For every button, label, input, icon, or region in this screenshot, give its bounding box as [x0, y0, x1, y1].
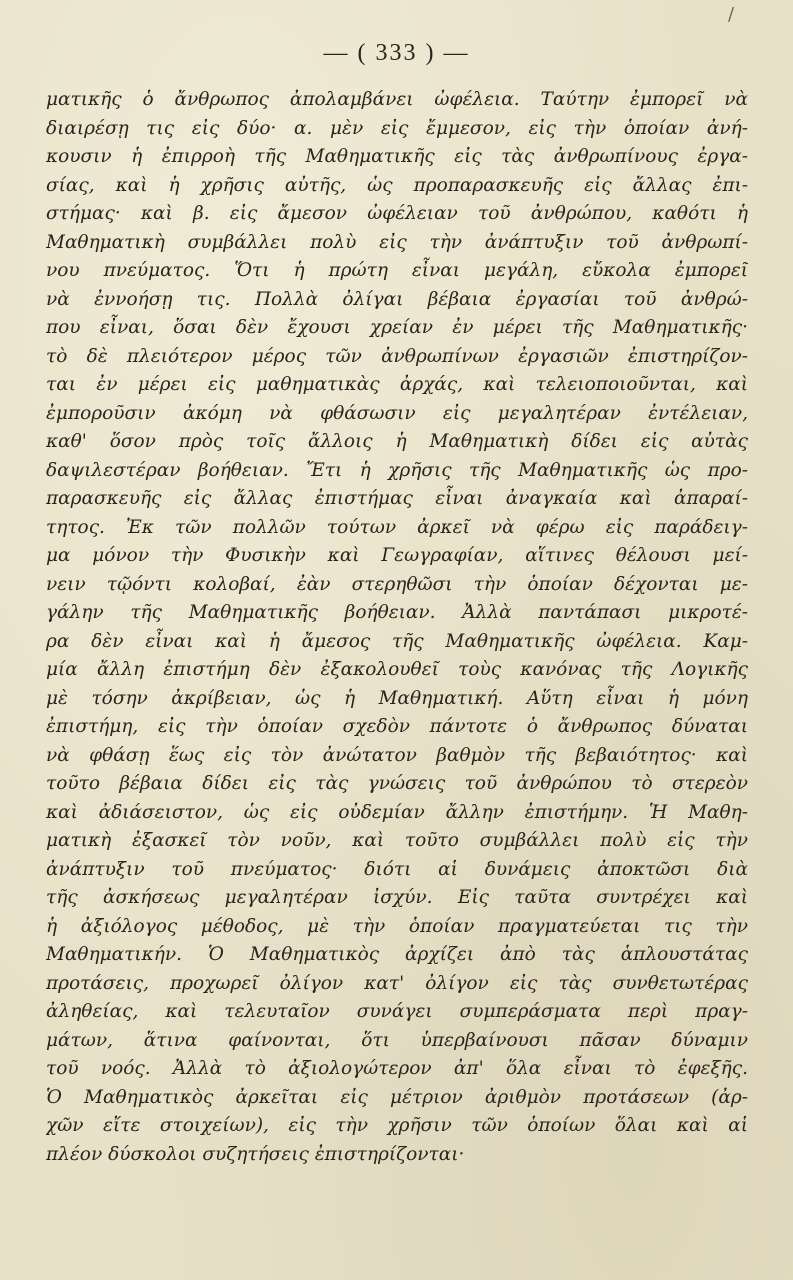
- text-line: τῆς ἀσκήσεως μεγαλητέραν ἰσχύν. Εἰς ταῦτα συντρέχει καὶ: [46, 887, 748, 908]
- text-line: τητος. Ἐκ τῶν πολλῶν τούτων ἀρκεῖ νὰ φέρω εἰς παράδειγ-: [46, 516, 748, 538]
- text-line: ται ἐν μέρει εἰς μαθηματικὰς ἀρχάς, καὶ τελειοποιοῦνται, καὶ: [46, 374, 748, 395]
- text-line: στήμας· καὶ β. εἰς ἄμεσον ὠφέλειαν τοῦ ἀνθρώπου, καθότι ἡ: [46, 203, 748, 224]
- text-line: δαψιλεστέραν βοήθειαν. Ἔτι ἡ χρῆσις τῆς Μαθηματικῆς ὡς προ-: [46, 459, 748, 481]
- text-line: σίας, καὶ ἡ χρῆσις αὐτῆς, ὡς προπαρασκευῆς εἰς ἄλλας ἐπι-: [46, 174, 748, 196]
- text-line: ματικὴ ἐξασκεῖ τὸν νοῦν, καὶ τοῦτο συμβάλλει πολὺ εἰς τὴν: [46, 830, 748, 851]
- text-line: Μαθηματικήν. Ὁ Μαθηματικὸς ἀρχίζει ἀπὸ τὰς ἁπλουστάτας: [46, 944, 748, 965]
- page-number: — ( 333 ) —: [323, 40, 470, 66]
- text-line: προτάσεις, προχωρεῖ ὀλίγον κατ' ὀλίγον εἰς τὰς συνθετωτέρας: [46, 972, 748, 994]
- text-line: νὰ φθάσῃ ἕως εἰς τὸν ἀνώτατον βαθμὸν τῆς βεβαιότητος· καὶ: [46, 744, 748, 766]
- text-line: μάτων, ἅτινα φαίνονται, ὅτι ὑπερβαίνουσι πᾶσαν δύναμιν: [46, 1029, 748, 1051]
- text-line: καὶ ἀδιάσειστον, ὡς εἰς οὐδεμίαν ἄλλην ἐπιστήμην. Ἡ Μαθη-: [46, 801, 748, 823]
- text-line: χῶν εἴτε στοιχείων), εἰς τὴν χρῆσιν τῶν ὁποίων ὅλαι καὶ αἱ: [46, 1115, 748, 1136]
- text-line: πλέον δύσκολοι συζητήσεις ἐπιστηρίζονται·: [46, 1143, 465, 1165]
- text-line: ἐπιστήμη, εἰς τὴν ὁποίαν σχεδὸν πάντοτε ὁ ἄνθρωπος δύναται: [46, 716, 748, 737]
- text-line: παρασκευῆς εἰς ἄλλας ἐπιστήμας εἶναι ἀναγκαία καὶ ἀπαραί-: [46, 488, 748, 509]
- text-line: τοῦτο βέβαια δίδει εἰς τὰς γνώσεις τοῦ ἀνθρώπου τὸ στερεὸν: [46, 773, 748, 794]
- text-line: τοῦ νοός. Ἀλλὰ τὸ ἀξιολογώτερον ἀπ' ὅλα εἶναι τὸ ἐφεξῆς.: [46, 1058, 748, 1079]
- text-line: ἡ ἀξιόλογος μέθοδος, μὲ τὴν ὁποίαν πραγματεύεται τις τὴν: [46, 915, 748, 937]
- text-line: ἀνάπτυξιν τοῦ πνεύματος· διότι αἱ δυνάμεις ἀποκτῶσι διὰ: [46, 858, 748, 880]
- text-line: κουσιν ἡ ἐπιρροὴ τῆς Μαθηματικῆς εἰς τὰς ἀνθρωπίνους ἐργα-: [46, 146, 748, 167]
- body-text: [46, 86, 748, 1169]
- text-line: νειν τῷόντι κολοβαί, ἐὰν στερηθῶσι τὴν ὁποίαν δέχονται με-: [46, 573, 748, 595]
- corner-pencil-mark: /: [728, 4, 735, 25]
- text-line: ἀληθείας, καὶ τελευταῖον συνάγει συμπεράσματα περὶ πραγ-: [46, 1001, 748, 1022]
- text-line: νου πνεύματος. Ὅτι ἡ πρώτη εἶναι μεγάλη, εὔκολα ἐμπορεῖ: [46, 260, 748, 281]
- text-line: Μαθηματικὴ συμβάλλει πολὺ εἰς τὴν ἀνάπτυξιν τοῦ ἀνθρωπί-: [46, 231, 748, 253]
- text-line: νὰ ἐννοήσῃ τις. Πολλὰ ὀλίγαι βέβαια ἐργασίαι τοῦ ἀνθρώ-: [46, 288, 748, 310]
- text-line: τὸ δὲ πλειότερον μέρος τῶν ἀνθρωπίνων ἐργασιῶν ἐπιστηρίζον-: [46, 345, 748, 367]
- text-line: μὲ τόσην ἀκρίβειαν, ὡς ἡ Μαθηματική. Αὕτη εἶναι ἡ μόνη: [46, 687, 748, 709]
- text-line: ρα δὲν εἶναι καὶ ἡ ἄμεσος τῆς Μαθηματικῆς ὠφέλεια. Καμ-: [46, 630, 748, 652]
- text-line: ματικῆς ὁ ἄνθρωπος ἀπολαμβάνει ὠφέλεια. Ταύτην ἐμπορεῖ νὰ: [46, 89, 748, 110]
- text-line: καθ' ὅσον πρὸς τοῖς ἄλλοις ἡ Μαθηματικὴ δίδει εἰς αὐτὰς: [46, 431, 748, 452]
- text-line: διαιρέσῃ τις εἰς δύο· α. μὲν εἰς ἔμμεσον, εἰς τὴν ὁποίαν ἀνή-: [46, 117, 748, 139]
- text-line: Ὁ Μαθηματικὸς ἀρκεῖται εἰς μέτριον ἀριθμὸν προτάσεων (ἀρ-: [46, 1086, 748, 1108]
- text-line: ἐμποροῦσιν ἀκόμη νὰ φθάσωσιν εἰς μεγαλητέραν ἐντέλειαν,: [46, 402, 748, 424]
- text-line: που εἶναι, ὅσαι δὲν ἔχουσι χρείαν ἐν μέρει τῆς Μαθηματικῆς·: [46, 317, 748, 338]
- text-line: μα μόνον τὴν Φυσικὴν καὶ Γεωγραφίαν, αἵτινες θέλουσι μεί-: [46, 545, 748, 566]
- text-line: μία ἄλλη ἐπιστήμη δὲν ἐξακολουθεῖ τοὺς κανόνας τῆς Λογικῆς: [46, 659, 748, 680]
- text-line: γάλην τῆς Μαθηματικῆς βοήθειαν. Ἀλλὰ παντάπασι μικροτέ-: [46, 602, 748, 623]
